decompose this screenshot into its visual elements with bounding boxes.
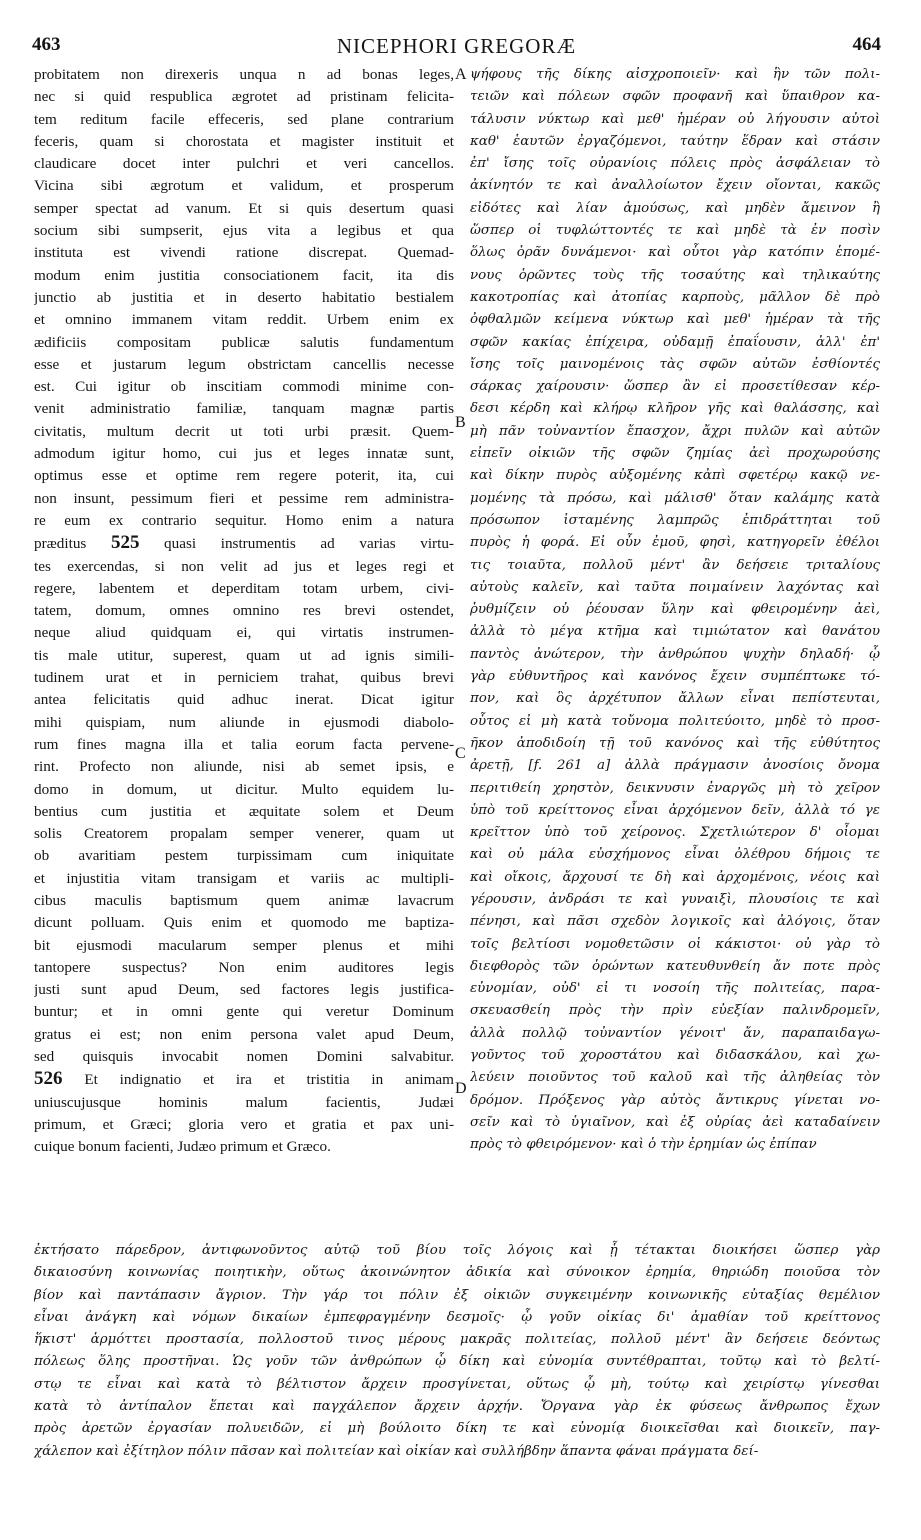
text-line: διεφθορὸς τῶν ὁρώντων κατευθυνθείη ἄν ποτε πρὸς <box>470 958 880 974</box>
folio-number: 526 <box>34 1068 63 1090</box>
text-line: μομένης τὰ πρόσω, καὶ μάλισθ' ὅταν καλάμης κατὰ <box>470 490 880 506</box>
text-line: claudicare docet inter pulchri et veri cancellos. <box>34 155 454 173</box>
running-header <box>32 34 881 64</box>
margin-letter-b: B <box>455 414 466 431</box>
text-line: optimus esse et optime rem regere poterit, ita, cui <box>34 467 454 485</box>
text-line: bit ejusmodi macularum semper plenus et mihi <box>34 936 454 954</box>
text-line: dicunt polluam. Quis enim et quomodo me baptiza- <box>34 914 454 932</box>
margin-letter-d: D <box>455 1080 467 1097</box>
text-line: probitatem non direxeris unqua n ad bonas leges, <box>34 66 454 83</box>
text-line: feceris, quam si chorostata et magister instituit et <box>34 132 454 150</box>
text-line: ædificiis compositam publicæ salutis fundamentum <box>34 333 454 351</box>
text-line: cibus maculis baptismum quem animæ lavacrum <box>34 891 454 909</box>
text-line: καὶ δίκην πυρὸς αὐξομένης κἀπὶ σφετέρῳ κακῷ νε- <box>470 468 880 484</box>
text-line: στῳ τε εἶναι καὶ κατὰ τὸ βέλτιστον ἄρχειν προσγίνεται, οὕτως ᾧ μὴ, τούτῳ καὶ χειρίστῳ γίνεσθαι <box>34 1376 880 1392</box>
text-line: ἀρετῇ, [f. 261 a] ἀλλὰ πράγμασιν ἀνοσίοις ὄνομα <box>470 758 880 774</box>
text-line: σκευασθείη πρὸς τὴν πρὶν εὐεξίαν παλινδρομεῖν, <box>470 1003 880 1019</box>
text-line: rum fines magna illa et talia eorum facta pervene- <box>34 735 454 753</box>
text-line: tes exercendas, si non velit ad jus et leges regi et <box>34 557 454 575</box>
text-line: εἰδότες καὶ λίαν ἀμούσως, καὶ μηδὲν ἄμεινον ἢ <box>470 200 880 216</box>
text-line: πρὸς ἀρετῶν ἐργασίαν πολυειδῶν, εἰ μὴ βούλοιτο δίκη τε καὶ εὐνομίᾳ διοικεῖσθαι καὶ διοικεῖν, παγ- <box>34 1421 880 1437</box>
text-line: λεύειν ποιοῦντος τοῦ καλοῦ καὶ τῆς ἀληθείας τὸν <box>470 1070 880 1086</box>
text-line: ὑπὸ τοῦ κρείττονος εἶναι ἀρχόμενον δεῖν, ἀλλὰ τό γε <box>470 802 880 818</box>
left-page-number: 463 <box>32 34 61 55</box>
text-line: tudinem urat et in perniciem trahat, quibus brevi <box>34 669 454 687</box>
text-line: buntur; et in omni gente qui veretur Dominum <box>34 1003 454 1021</box>
text-line: uniuscujusque hominis malum facientis, Judæi <box>34 1093 454 1111</box>
text-line: ἀλλὰ τὸ μέγα κτῆμα καὶ τιμιώτατον καὶ θανάτου <box>470 624 880 640</box>
text-line: gratus ei est; non enim persona valet apud Deum, <box>34 1025 454 1043</box>
text-line: cuique bonum facienti, Judæo primum et Græco. <box>34 1138 331 1156</box>
text-line: tem reditum facile effeceris, sed plane contrarium <box>34 110 454 128</box>
text-line: primum, et Græci; gloria vero et gratia et pax uni- <box>34 1115 454 1133</box>
text-line: σάρκας χαίρουσιν· ὥσπερ ἂν εἰ προσετίθεσαν κέρ- <box>470 379 880 395</box>
text-line: et injustitia vitam transigam et variis ac multipli- <box>34 869 454 887</box>
text-line: solis Creatorem propalam semper venerer, quam ut <box>34 825 454 843</box>
text-line: Vicina sibi ægrotum et validum, et prosperum <box>34 177 454 195</box>
text-line: bentius cum justitia et æquitate solem et Deum <box>34 802 454 820</box>
text-line: re eum ex contrario sequitur. Homo enim a natura <box>34 511 454 529</box>
text-line: δεσι κέρδη καὶ κλήρῳ κλῆρον γῆς καὶ θαλάσσης, καὶ <box>470 401 880 417</box>
text-line: νους ὁρῶντες τοὺς τῆς τοσαύτης καὶ τηλικαύτης <box>470 267 880 283</box>
text-line: nec si quid respublica ægrotet ad pristinam felicita- <box>34 88 454 106</box>
text-line: γοῦντος τοῦ χοροστάτου καὶ διδασκάλου, καὶ χω- <box>470 1048 880 1064</box>
text-line: admodum igitur homo, cui jus et leges innatæ sunt, <box>34 445 454 463</box>
text-line: mihi quispiam, num aliunde in ejusmodi diabolo- <box>34 713 454 731</box>
text-line: justi sunt apud Deum, sed factores legis justifica- <box>34 981 454 999</box>
text-line: οὗτος εἰ μὴ κατὰ τοὔνομα πολιτεύοιτο, μηδὲ τὸ προσ- <box>470 713 880 729</box>
text-line: rint. Profecto non aliunde, nisi ab semet ipsis, e <box>34 758 454 776</box>
text-line: κρεῖττον ὑπὸ τοῦ χείρονος. Σχετλιώτερον δ' οἶομαι <box>470 825 880 841</box>
text-line: κακοτροπίας καὶ ἀτοπίας καρποὺς, μᾶλλον δὲ πρὸ <box>470 289 880 305</box>
text-line: καθ' ἑαυτῶν ἐργαζόμενοι, ταύτην ἕδραν καὶ στάσιν <box>470 133 880 149</box>
text-line: εἶναι ἀνάγκη καὶ νόμων δικαίων ἐμπεφραγμένην δεσμοῖς· ᾧ γοῦν οἰκίας δι' ἀμαθίαν τοῦ κρείττονος <box>34 1309 880 1325</box>
text-line: γὰρ εὐθυντῆρος καὶ κανόνος ἔχειν συμπέπτωκε τό- <box>470 669 880 685</box>
text-line: ἥκιστ' ἁρμόττει προστασία, πολλοστοῦ τινος μέρους μακρᾶς πολιτείας, πολλοῦ μέντ' ἂν δεήσειε δεόντως <box>34 1332 880 1348</box>
text-line: χάλεπον καὶ ἐξίτηλον πόλιν πᾶσαν καὶ πολιτείαν καὶ οἰκίαν καὶ συλλήβδην ἅπαντα φάναι πράγματα δεί- <box>34 1443 759 1459</box>
text-line: τοῖς βελτίοσι νομοθετῶσιν οἱ κάκιστοι· οὐ γὰρ τὸ <box>470 936 880 952</box>
text-line: σεῖν καὶ τὸ ὑγιαῖνον, καὶ ἐξ οὐρίας ἀεὶ καταδαίνειν <box>470 1114 880 1130</box>
text-line: 526 Et indignatio et ira et tristitia in animam <box>34 1068 454 1090</box>
text-line: junctio ab justitia et in deserto habitatio bestialem <box>34 288 454 306</box>
text-line: τις τοιαῦτα, πολλοῦ μέντ' ἂν δεήσειε τριταλίους <box>470 557 880 573</box>
text-line: μὴ πᾶν τοὐναντίον ἔπασχον, ἄχρι πυλῶν καὶ αὐτῶν <box>470 423 880 439</box>
text-line: βίον καὶ παντάπασιν ἄγριον. Τὴν γάρ τοι πόλιν ἐξ οἰκιῶν συγκειμένην κοινωνικῆς εὐταξίας θεμέλιον <box>34 1287 880 1303</box>
text-line: ἴσης τοῖς μαινομένοις τὰς σφῶν αὐτῶν ἐσθίοντές <box>470 356 880 372</box>
text-line: regere, labentem et deperditam totam urbem, civi- <box>34 579 454 597</box>
margin-letter-a: A <box>455 66 467 83</box>
text-line: ἀκίνητόν τε καὶ ἀναλλοίωτον ἔχειν οἴονται, κακῶς <box>470 178 880 194</box>
text-line: ἀλλὰ πολλῷ τοὐναντίον γένοιτ' ἄν, παραπαιδαγω- <box>470 1025 880 1041</box>
greek-column <box>470 64 880 1157</box>
text-line: τάλυσιν νύκτωρ καὶ μεθ' ἡμέραν οὐ λήγουσιν αὐτοὶ <box>470 111 880 127</box>
text-line: tatem, domum, omnes omnino res brevi ostendet, <box>34 602 454 620</box>
text-line: περιτιθείη χρηστὸν, δεικνυσιν ἐναργῶς μὴ τὸ χεῖρον <box>470 780 880 796</box>
text-line: domo in domum, ut dicitur. Multo equidem lu- <box>34 780 454 798</box>
text-line: παντὸς ἀνώτερον, τὴν ἀνθρώπου ψυχὴν δηλαδή· ᾧ <box>470 646 880 662</box>
text-line: ῥυθμίζειν οὐ ῥέουσαν ὕλην καὶ φθειρομένην ἀεὶ, <box>470 602 880 618</box>
text-line: ὅλως ὁρᾶν δυνάμενοι· καὶ οὗτοι γὰρ κατόπιν ἑπομέ- <box>470 245 880 261</box>
text-line: modum enim justitia consociationem facit, ita dis <box>34 266 454 284</box>
text-line: γέρουσιν, ἀνδράσι τε καὶ γυναιξὶ, πλουσίοις τε καὶ <box>470 891 880 907</box>
margin-letter-c: C <box>455 745 466 762</box>
right-page-number: 464 <box>852 34 881 55</box>
text-line: instituta est vivendi ratione discrepat. Quemad- <box>34 244 454 262</box>
text-line: πένησι, καὶ πᾶσι σχεδὸν λογικοῖς καὶ ἀλόγοις, ὅταν <box>470 914 880 930</box>
text-line: ἐκτήσατο πάρεδρον, ἀντιφωνοῦντος αὐτῷ τοῦ βίου τοῖς λόγοις καὶ ᾗ τέτακται διοικήσει ὥσπερ γὰρ <box>34 1243 880 1258</box>
text-line: εἰπεῖν οἰκιῶν τῆς σφῶν ζημίας ἀεὶ προχωρούσης <box>470 446 880 462</box>
text-line: καὶ οὐ μάλα εὐσχήμονος εἶναι ὀλέθρου δήμοις τε <box>470 847 880 863</box>
latin-column <box>34 64 454 1159</box>
text-line: πρόσωπον ἱσταμένης λαμπρῶς ἐπιδράττηται τοῦ <box>470 512 880 528</box>
text-line: ῆκον ἀποδιδοίη τῇ τοῦ κανόνος καὶ τῆς εὐθύτητος <box>470 735 880 751</box>
text-line: πρὸς τὸ φθειρόμενον· καὶ ὁ τὴν ἐρημίαν ὡς ἐπίπαν <box>470 1137 817 1153</box>
text-line: non insunt, pessimum fieri et pessime rem administra- <box>34 489 454 507</box>
text-line: et omnino immanem vitam reddit. Urbem enim ex <box>34 311 454 329</box>
text-line: antea felicitatis quid adhuc inerat. Dicat igitur <box>34 691 454 709</box>
text-line: ob avaritiam pestem turpissimam cum iniquitate <box>34 847 454 865</box>
text-line: ψήφους τῆς δίκης αἰσχροποιεῖν· καὶ ἣν τῶν πολι- <box>470 67 880 82</box>
greek-full-width-block <box>34 1240 880 1463</box>
text-line: venit administratio familiæ, tanquam magnæ partis <box>34 400 454 418</box>
text-line: αὐτοὺς καλεῖν, καὶ ταῦτα ποιμαίνειν λαχόντας καὶ <box>470 579 880 595</box>
text-line: tantopere suspectus? Non enim auditores legis <box>34 958 454 976</box>
text-line: δρόμον. Πρόξενος γὰρ αὐτὸς ἄντικρυς γίνεται νο- <box>470 1092 880 1108</box>
text-line: εὐνομίαν, οὐδ' εἰ τι νοσοίη τῆς πολιτείας, παρα- <box>470 981 880 997</box>
text-line: socium sibi sumpserit, ejus vita a legibus et qua <box>34 222 454 240</box>
text-line: civitatis, multum decrit ut toti urbi præsit. Quem- <box>34 422 454 440</box>
text-line: tis male utitur, superest, quam ut ad ignis simili- <box>34 646 454 664</box>
text-line: esse et justarum legum obstrictam cancellis necesse <box>34 355 454 373</box>
text-line: ἐπ' ἴσης τοῖς οὐρανίοις πόλεις πρὸς ἀσφάλειαν τὸ <box>470 156 880 172</box>
text-line: ὥσπερ οἱ τυφλώττοντές τε καὶ μηδὲ τὰ ἐν ποσὶν <box>470 223 880 239</box>
text-line: semper spectat ad vanum. Et si quis desertum quasi <box>34 199 454 217</box>
text-line: κατὰ τὸ ἀντίπαλον ἕπεται καὶ παγχάλεπον ἄρχειν ἀρχήν. Ὄργανα γὰρ ἐκ φύσεως ἄνθρωπος ἔχων <box>34 1399 880 1415</box>
text-line: πον, καὶ ὃς ἀρχέτυπον ἄλλων εἶναι πεπίστευται, <box>470 691 880 707</box>
running-title: NICEPHORI GREGORÆ <box>336 34 577 58</box>
text-line: πυρὸς ἡ φορά. Εἰ οὖν ἐμοῦ, φησὶ, κατηγορεῖν ἐθέλοι <box>470 535 880 551</box>
text-line: est. Cui igitur ob inscitiam commodi minime con- <box>34 378 454 396</box>
text-line: καὶ οἴκοις, ἄρχουσί τε δὴ καὶ ἀρχομένοις, νέοις καὶ <box>470 869 880 885</box>
folio-number: 525 <box>110 532 140 554</box>
text-line: πόλεως ὅλης προστῆναι. Ὡς γοῦν τῶν ἀνθρώπων ᾧ δίκη καὶ εὐνομία συντέθραπται, τοῦτῳ καὶ τὸ βελτί- <box>34 1354 880 1370</box>
text-line: sed quisquis invocabit nomen Domini salvabitur. <box>34 1048 454 1066</box>
text-line: τειῶν καὶ πόλεων σφῶν προφανῆ καὶ ὕπαιθρον κα- <box>470 89 880 105</box>
text-line: præditus 525 quasi instrumentis ad varias virtu- <box>34 532 454 554</box>
text-line: neque aliud quidquam ei, qui virtatis instrumen- <box>34 624 454 642</box>
text-line: σφῶν κακίας ἐπίχειρα, οὐδαμῇ ἐπαΐουσιν, ἀλλ' ἐπ' <box>470 334 880 350</box>
text-line: ὀφθαλμῶν κείμενα νύκτωρ καὶ μεθ' ἡμέραν τὰ τῆς <box>470 312 880 328</box>
text-line: δικαιοσύνη κοινωνίας ποιητικὴν, οὕτως ἀκοινώνητον ἀδικία καὶ σύνοικον ἐρημία, θηριώδη ποιοῦσα τὸν <box>34 1265 880 1281</box>
